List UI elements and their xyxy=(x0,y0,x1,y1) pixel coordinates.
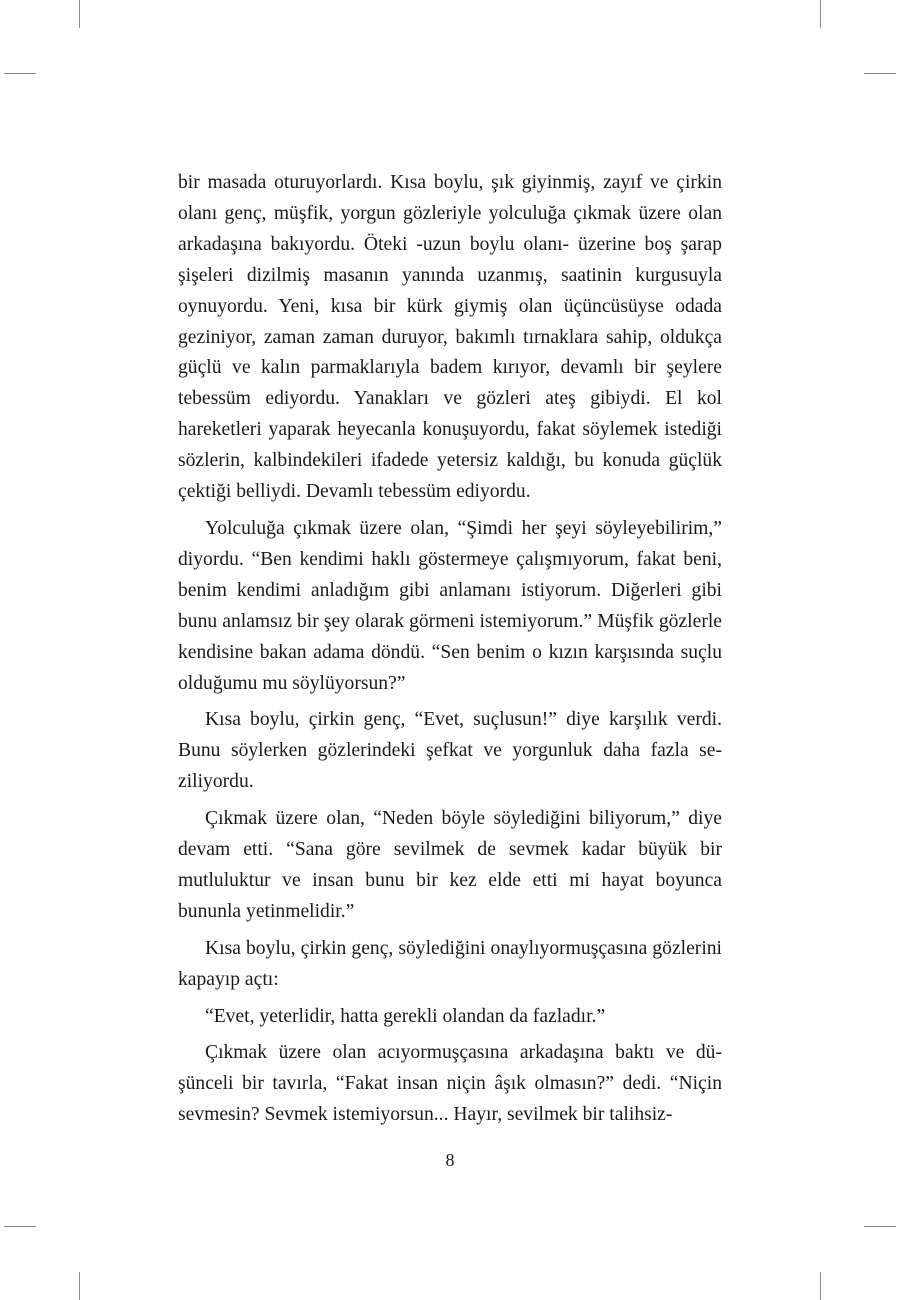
paragraph-6: “Evet, yeterlidir, hatta gerekli olandan da fazladır.” xyxy=(205,1005,606,1027)
crop-mark-top-right-horizontal xyxy=(864,73,896,74)
paragraph-1: bir masada oturuyorlardı. Kısa boylu, şık giyinmiş, zayıf ve çirkin olanı genç, müşfik, yorgun gözleriyle yolculuğa çıkmak üzere olan arkadaşına bakıyordu. Öteki -uzun boylu olanı- üzerine boş şarap şişeleri dizilmiş masanın yanında uzanmış, saatinin kurgusuyla oynuyordu. Yeni, kısa bir kürk giymiş olan üçüncüsüyse odada geziniyor, zaman zaman duruyor, bakımlı tırnaklara sahip, oldukça güçlü ve kalın parmaklarıyla badem kırıyor, devamlı bir şeylere tebessüm ediyordu. Yanakları ve gözleri ateş gibiydi. El kol hareketleri yaparak heyecanla konuşuyordu, fakat söylemek istediği sözlerin, kalbindekileri ifadede yetersiz kaldığı, bu konuda güçlük çektiği belliydi. Devamlı tebessüm ediyordu. xyxy=(178,172,722,503)
crop-mark-top-left-vertical xyxy=(79,0,80,28)
paragraph-5: Kısa boylu, çirkin genç, söylediğini onaylıyormuşçasına gözlerini kapayıp açtı: xyxy=(178,937,722,990)
paragraph-3: Kısa boylu, çirkin genç, “Evet, suçlusun!” diye karşılık verdi. Bunu söylerken gözlerindeki şefkat ve yorgunluk daha fazla seziliyordu. xyxy=(178,709,722,793)
crop-mark-bottom-right-horizontal xyxy=(864,1226,896,1227)
paragraph-7: Çıkmak üzere olan acıyormuşçasına arkadaşına baktı ve düşünceli bir tavırla, “Fakat insan niçin âşık olmasın?” dedi. “Niçin sevmesin? Sevmek istemiyorsun... Hayır, sevilmek bir talihsiz- xyxy=(178,1042,722,1126)
crop-mark-top-left-horizontal xyxy=(4,73,36,74)
body-text xyxy=(178,168,722,1137)
crop-mark-bottom-left-horizontal xyxy=(4,1226,36,1227)
crop-mark-bottom-left-vertical xyxy=(79,1272,80,1300)
crop-mark-bottom-right-vertical xyxy=(820,1272,821,1300)
paragraph-2: Yolculuğa çıkmak üzere olan, “Şimdi her şeyi söyleyebilirim,” diyordu. “Ben kendimi haklı göstermeye çalışmıyorum, fakat beni, benim kendimi anladığım gibi anlamanı istiyorum. Diğerleri gibi bunu anlamsız bir şey olarak görmeni istemiyorum.” Müşfik gözlerle kendisine bakan adama döndü. “Sen benim o kızın karşısında suçlu olduğumu mu söylüyorsun?” xyxy=(178,517,722,694)
crop-mark-top-right-vertical xyxy=(820,0,821,28)
paragraph-4: Çıkmak üzere olan, “Neden böyle söylediğini biliyorum,” diye devam etti. “Sana göre sevilmek de sevmek kadar büyük bir mutluluktur ve insan bunu bir kez elde etti mi hayat boyunca bununla yetinmelidir.” xyxy=(178,808,722,922)
page-number: 8 xyxy=(445,1150,455,1170)
